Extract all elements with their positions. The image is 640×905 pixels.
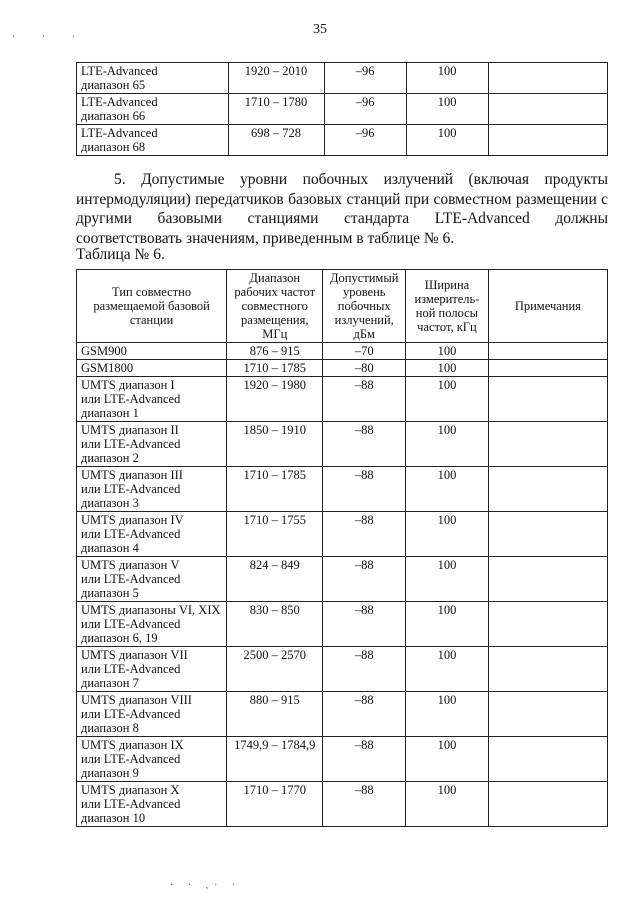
cell-bandwidth: 100 [406, 512, 489, 557]
cell-level: –88 [323, 557, 406, 602]
cell-range: 830 – 850 [227, 602, 323, 647]
page-number: 35 [313, 22, 327, 37]
table-row [77, 512, 608, 557]
cell-level: –88 [323, 467, 406, 512]
table-row [77, 467, 608, 512]
cell-type-line: UMTS диапазон II [81, 423, 179, 437]
cell-type-line: или LTE-Advanced [81, 392, 181, 406]
cell-type-line: или LTE-Advanced [81, 662, 181, 676]
spurious-emissions-table [76, 269, 608, 827]
cell-type-line: UMTS диапазон I [81, 378, 175, 392]
cell-note [488, 94, 607, 125]
cell-type [77, 692, 227, 737]
cell-type-line: или LTE-Advanced [81, 617, 181, 631]
cell-level: –88 [323, 377, 406, 422]
cell-type-line: или LTE-Advanced [81, 707, 181, 721]
cell-type [77, 512, 227, 557]
cell-level: –88 [323, 602, 406, 647]
cell-level: –70 [323, 343, 406, 360]
table-row [77, 94, 608, 125]
cell-type-line: диапазон 8 [81, 721, 139, 735]
cell-level: –88 [323, 512, 406, 557]
cell-note [488, 557, 607, 602]
cell-note [488, 692, 607, 737]
cell-note [488, 360, 607, 377]
header-level: Допустимый уровень побочных излучений, дБм [323, 270, 406, 343]
header-note: Примечания [488, 270, 607, 343]
cell-type-line: диапазон 10 [81, 811, 146, 825]
cell-type-line: диапазон 6, 19 [81, 631, 158, 645]
cell-range: 2500 – 2570 [227, 647, 323, 692]
cell-level: –96 [324, 94, 406, 125]
cell-type-line: LTE-Advanced [81, 64, 158, 78]
table-row [77, 377, 608, 422]
table-row [77, 737, 608, 782]
header-range: Диапазон рабочих частот совместного размещения, МГц [227, 270, 323, 343]
table-caption: Таблица № 6. [76, 246, 165, 263]
table-row [77, 692, 608, 737]
cell-type-line: LTE-Advanced [81, 95, 158, 109]
cell-type-line: или LTE-Advanced [81, 482, 181, 496]
table-row [77, 782, 608, 827]
cell-level: –96 [324, 125, 406, 156]
table-row [77, 343, 608, 360]
cell-range: 1920 – 2010 [228, 63, 324, 94]
cell-type [77, 782, 227, 827]
cell-type-line: или LTE-Advanced [81, 437, 181, 451]
table-row [77, 63, 608, 94]
cell-type-line: UMTS диапазон V [81, 558, 180, 572]
cell-type [77, 467, 227, 512]
cell-range: 880 – 915 [227, 692, 323, 737]
cell-type [77, 343, 227, 360]
cell-range: 876 – 915 [227, 343, 323, 360]
table-row [77, 360, 608, 377]
cell-bandwidth: 100 [406, 692, 489, 737]
cell-type [77, 737, 227, 782]
cell-type [77, 377, 227, 422]
header-bandwidth: Ширина измеритель-ной полосы частот, кГц [406, 270, 489, 343]
cell-bandwidth: 100 [406, 422, 489, 467]
cell-note [488, 512, 607, 557]
cell-range: 1710 – 1755 [227, 512, 323, 557]
cell-bandwidth: 100 [406, 602, 489, 647]
cell-type [77, 125, 229, 156]
cell-bandwidth: 100 [406, 557, 489, 602]
cell-bandwidth: 100 [406, 63, 488, 94]
cell-type-line: диапазон 5 [81, 586, 139, 600]
cell-type-line: диапазон 65 [81, 78, 146, 92]
cell-type-line: диапазон 68 [81, 140, 146, 154]
continued-table [76, 62, 608, 156]
cell-type-line: UMTS диапазон III [81, 468, 183, 482]
cell-type-line: LTE-Advanced [81, 126, 158, 140]
cell-range: 1710 – 1785 [227, 467, 323, 512]
cell-type-line: GSM900 [81, 344, 127, 358]
table-header-row [77, 270, 608, 343]
cell-note [488, 377, 607, 422]
cell-range: 1710 – 1780 [228, 94, 324, 125]
cell-type [77, 422, 227, 467]
cell-type-line: GSM1800 [81, 361, 134, 375]
cell-range: 824 – 849 [227, 557, 323, 602]
scan-specks: · · · [12, 32, 87, 43]
cell-level: –88 [323, 422, 406, 467]
cell-type-line: или LTE-Advanced [81, 572, 181, 586]
cell-bandwidth: 100 [406, 647, 489, 692]
cell-type [77, 557, 227, 602]
scan-specks-bottom: · · ,· · [170, 880, 242, 891]
cell-note [488, 422, 607, 467]
cell-range: 1749,9 – 1784,9 [227, 737, 323, 782]
cell-level: –88 [323, 782, 406, 827]
cell-note [488, 125, 607, 156]
table-row [77, 125, 608, 156]
cell-bandwidth: 100 [406, 467, 489, 512]
cell-type [77, 63, 229, 94]
cell-range: 1920 – 1980 [227, 377, 323, 422]
cell-note [488, 647, 607, 692]
table-row [77, 557, 608, 602]
cell-type-line: или LTE-Advanced [81, 752, 181, 766]
cell-note [488, 343, 607, 360]
cell-type-line: диапазон 66 [81, 109, 146, 123]
table-row [77, 422, 608, 467]
cell-type-line: диапазон 3 [81, 496, 139, 510]
cell-type-line: диапазон 9 [81, 766, 139, 780]
cell-type [77, 602, 227, 647]
cell-range: 1710 – 1770 [227, 782, 323, 827]
cell-level: –88 [323, 692, 406, 737]
cell-type-line: диапазон 2 [81, 451, 139, 465]
cell-bandwidth: 100 [406, 737, 489, 782]
cell-range: 698 – 728 [228, 125, 324, 156]
cell-type-line: диапазон 7 [81, 676, 139, 690]
cell-bandwidth: 100 [406, 782, 489, 827]
cell-type [77, 647, 227, 692]
cell-bandwidth: 100 [406, 360, 489, 377]
cell-type-line: диапазон 1 [81, 406, 139, 420]
cell-bandwidth: 100 [406, 94, 488, 125]
table-row [77, 602, 608, 647]
cell-note [488, 602, 607, 647]
header-type: Тип совместно размещаемой базовой станции [77, 270, 227, 343]
cell-type-line: UMTS диапазон IX [81, 738, 184, 752]
cell-type-line: диапазон 4 [81, 541, 139, 555]
cell-type [77, 360, 227, 377]
cell-type-line: или LTE-Advanced [81, 797, 181, 811]
cell-type-line: UMTS диапазон VIII [81, 693, 192, 707]
cell-bandwidth: 100 [406, 125, 488, 156]
cell-type-line: или LTE-Advanced [81, 527, 181, 541]
paragraph-5: 5. Допустимые уровни побочных излучений (включая продукты интермодуляции) передатчиков базовых станций при совместном размещении с другими базовыми станциями стандарта LTE-Advanced должны соответствовать значениям, приведенным в таблице № 6. [76, 171, 608, 247]
cell-type-line: UMTS диапазон X [81, 783, 180, 797]
cell-level: –88 [323, 647, 406, 692]
cell-bandwidth: 100 [406, 343, 489, 360]
cell-type-line: UMTS диапазон IV [81, 513, 184, 527]
cell-type [77, 94, 229, 125]
cell-level: –88 [323, 737, 406, 782]
cell-type-line: UMTS диапазоны VI, XIX [81, 603, 221, 617]
cell-range: 1710 – 1785 [227, 360, 323, 377]
cell-range: 1850 – 1910 [227, 422, 323, 467]
table-row [77, 647, 608, 692]
cell-note [488, 63, 607, 94]
cell-bandwidth: 100 [406, 377, 489, 422]
cell-level: –80 [323, 360, 406, 377]
cell-note [488, 737, 607, 782]
cell-note [488, 782, 607, 827]
cell-type-line: UMTS диапазон VII [81, 648, 188, 662]
cell-level: –96 [324, 63, 406, 94]
cell-note [488, 467, 607, 512]
